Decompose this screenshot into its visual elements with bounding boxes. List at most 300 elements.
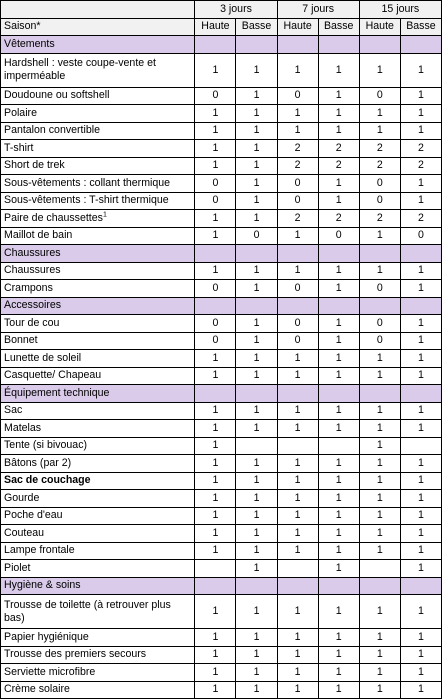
quantity-cell: 2 (359, 157, 400, 175)
quantity-cell: 1 (359, 367, 400, 385)
quantity-cell: 1 (400, 646, 441, 664)
quantity-cell: 1 (236, 595, 277, 629)
quantity-cell (236, 437, 277, 455)
table-row (1, 315, 442, 333)
quantity-cell: 1 (195, 595, 236, 629)
item-label: Couteau (4, 526, 45, 539)
quantity-cell: 1 (359, 629, 400, 647)
quantity-cell: 1 (400, 332, 441, 350)
quantity-cell: 1 (318, 490, 359, 508)
item-name (1, 122, 195, 140)
item-label: Poche d'eau (4, 509, 63, 522)
item-label: Pantalon convertible (4, 124, 100, 137)
item-label: Doudoune ou softshell (4, 89, 110, 102)
quantity-cell: 1 (318, 507, 359, 525)
quantity-cell: 1 (195, 262, 236, 280)
quantity-cell: 0 (195, 192, 236, 210)
quantity-cell: 1 (400, 122, 441, 140)
category-empty-cell (195, 245, 236, 263)
quantity-cell: 1 (400, 315, 441, 333)
quantity-cell: 0 (277, 175, 318, 193)
quantity-cell: 0 (195, 175, 236, 193)
table-row (1, 472, 442, 490)
item-name (1, 332, 195, 350)
quantity-cell: 1 (236, 122, 277, 140)
quantity-cell (359, 560, 400, 578)
quantity-cell: 0 (359, 175, 400, 193)
quantity-cell: 1 (318, 595, 359, 629)
item-name (1, 664, 195, 682)
item-label: Gourde (4, 491, 40, 504)
item-name (1, 262, 195, 280)
quantity-cell: 1 (236, 175, 277, 193)
item-label: Sac (4, 404, 23, 417)
quantity-cell: 1 (400, 402, 441, 420)
quantity-cell: 1 (400, 490, 441, 508)
category-empty-cell (318, 245, 359, 263)
quantity-cell: 1 (318, 262, 359, 280)
quantity-cell: 1 (359, 105, 400, 123)
quantity-cell: 1 (236, 280, 277, 298)
item-name (1, 490, 195, 508)
quantity-cell: 1 (400, 629, 441, 647)
item-label: Bâtons (par 2) (4, 456, 72, 469)
season-header-row (1, 18, 442, 36)
quantity-cell: 1 (400, 455, 441, 473)
item-label: Casquette/ Chapeau (4, 369, 102, 382)
quantity-cell: 1 (236, 262, 277, 280)
quantity-cell: 2 (359, 140, 400, 158)
quantity-cell: 1 (400, 681, 441, 699)
quantity-cell: 1 (400, 53, 441, 87)
quantity-cell: 0 (195, 87, 236, 105)
table-row (1, 437, 442, 455)
quantity-cell: 1 (195, 210, 236, 228)
quantity-cell: 1 (277, 350, 318, 368)
quantity-cell: 2 (400, 210, 441, 228)
table-row (1, 525, 442, 543)
quantity-cell: 1 (359, 646, 400, 664)
quantity-cell: 1 (400, 664, 441, 682)
item-label: T-shirt (4, 141, 34, 154)
quantity-cell: 1 (318, 402, 359, 420)
quantity-cell: 1 (318, 53, 359, 87)
item-label: Piolet (4, 561, 31, 574)
category-title: Hygiène & soins (1, 577, 195, 595)
quantity-cell: 1 (236, 210, 277, 228)
quantity-cell: 1 (318, 350, 359, 368)
quantity-cell: 1 (318, 542, 359, 560)
quantity-cell: 0 (318, 227, 359, 245)
quantity-cell: 2 (318, 157, 359, 175)
quantity-cell: 2 (400, 157, 441, 175)
item-label: Lampe frontale (4, 544, 75, 557)
quantity-cell: 0 (195, 315, 236, 333)
duration-7-days: 7 jours (277, 1, 359, 19)
item-label: Short de trek (4, 159, 65, 172)
quantity-cell: 0 (277, 192, 318, 210)
category-empty-cell (318, 577, 359, 595)
season-low: Basse (318, 18, 359, 36)
item-label: Sous-vêtements : collant thermique (4, 176, 171, 189)
item-label: Polaire (4, 106, 37, 119)
quantity-cell: 1 (318, 560, 359, 578)
item-name (1, 227, 195, 245)
category-empty-cell (359, 297, 400, 315)
item-name (1, 210, 195, 228)
quantity-cell: 1 (236, 455, 277, 473)
item-label: Hardshell : veste coupe-vente et imperméable (4, 57, 156, 82)
category-empty-cell (236, 385, 277, 403)
quantity-cell: 0 (277, 315, 318, 333)
quantity-cell: 1 (400, 472, 441, 490)
quantity-cell: 0 (359, 192, 400, 210)
table-row (1, 420, 442, 438)
quantity-cell: 1 (318, 681, 359, 699)
quantity-cell: 1 (277, 367, 318, 385)
quantity-cell (277, 437, 318, 455)
season-high: Haute (359, 18, 400, 36)
item-name (1, 472, 195, 490)
quantity-cell: 1 (359, 437, 400, 455)
item-label: Maillot de bain (4, 229, 73, 242)
quantity-cell: 1 (236, 105, 277, 123)
quantity-cell: 1 (318, 420, 359, 438)
quantity-cell: 1 (277, 664, 318, 682)
category-empty-cell (277, 245, 318, 263)
quantity-cell: 0 (236, 227, 277, 245)
quantity-cell: 1 (195, 367, 236, 385)
category-row (1, 36, 442, 54)
quantity-cell: 1 (318, 122, 359, 140)
quantity-cell: 1 (400, 507, 441, 525)
quantity-cell: 0 (400, 227, 441, 245)
duration-header-row (1, 1, 442, 19)
quantity-cell: 1 (236, 192, 277, 210)
category-empty-cell (359, 577, 400, 595)
table-row (1, 192, 442, 210)
quantity-cell: 1 (400, 87, 441, 105)
quantity-cell: 2 (318, 140, 359, 158)
category-empty-cell (236, 297, 277, 315)
quantity-cell: 1 (195, 455, 236, 473)
category-empty-cell (277, 36, 318, 54)
quantity-cell: 1 (318, 646, 359, 664)
quantity-cell: 1 (318, 455, 359, 473)
quantity-cell: 1 (236, 315, 277, 333)
quantity-cell: 1 (359, 542, 400, 560)
category-empty-cell (359, 36, 400, 54)
quantity-cell: 0 (359, 87, 400, 105)
quantity-cell (400, 437, 441, 455)
item-name (1, 560, 195, 578)
header-corner (1, 1, 195, 19)
category-row (1, 245, 442, 263)
quantity-cell: 1 (236, 350, 277, 368)
item-label: Tour de cou (4, 316, 60, 329)
quantity-cell: 1 (195, 420, 236, 438)
item-label: Papier hygiénique (4, 630, 89, 643)
quantity-cell: 1 (195, 507, 236, 525)
table-row (1, 542, 442, 560)
duration-15-days: 15 jours (359, 1, 441, 19)
item-name (1, 350, 195, 368)
quantity-cell: 1 (195, 350, 236, 368)
category-empty-cell (400, 385, 441, 403)
quantity-cell: 1 (236, 420, 277, 438)
table-row (1, 455, 442, 473)
quantity-cell (318, 437, 359, 455)
item-label: Sac de couchage (4, 474, 91, 487)
quantity-cell: 1 (236, 681, 277, 699)
quantity-cell: 2 (400, 140, 441, 158)
quantity-cell: 1 (195, 472, 236, 490)
quantity-cell: 1 (359, 227, 400, 245)
quantity-cell: 1 (318, 192, 359, 210)
quantity-cell: 1 (195, 227, 236, 245)
quantity-cell: 1 (318, 472, 359, 490)
category-row (1, 577, 442, 595)
quantity-cell: 2 (318, 210, 359, 228)
quantity-cell: 1 (359, 595, 400, 629)
quantity-cell: 1 (236, 525, 277, 543)
quantity-cell: 1 (277, 646, 318, 664)
season-high: Haute (195, 18, 236, 36)
quantity-cell (277, 560, 318, 578)
table-row (1, 332, 442, 350)
table-row (1, 490, 442, 508)
season-low: Basse (400, 18, 441, 36)
category-empty-cell (236, 36, 277, 54)
quantity-cell: 1 (318, 175, 359, 193)
item-name (1, 681, 195, 699)
quantity-cell: 2 (359, 210, 400, 228)
quantity-cell: 1 (236, 507, 277, 525)
quantity-cell: 0 (195, 280, 236, 298)
item-name (1, 315, 195, 333)
quantity-cell: 1 (195, 629, 236, 647)
quantity-cell: 1 (277, 472, 318, 490)
table-row (1, 122, 442, 140)
duration-3-days: 3 jours (195, 1, 277, 19)
item-name (1, 507, 195, 525)
category-title: Accessoires (1, 297, 195, 315)
table-row (1, 140, 442, 158)
quantity-cell: 1 (277, 525, 318, 543)
table-row (1, 681, 442, 699)
category-title: Vêtements (1, 36, 195, 54)
quantity-cell: 1 (400, 367, 441, 385)
item-label: Trousse de toilette (à retrouver plus bas) (4, 598, 171, 624)
item-name (1, 105, 195, 123)
quantity-cell: 1 (359, 53, 400, 87)
quantity-cell: 1 (195, 525, 236, 543)
table-row (1, 157, 442, 175)
quantity-cell: 1 (359, 664, 400, 682)
item-name (1, 437, 195, 455)
category-empty-cell (277, 577, 318, 595)
quantity-cell: 1 (318, 664, 359, 682)
quantity-cell: 1 (277, 402, 318, 420)
quantity-cell: 1 (400, 262, 441, 280)
quantity-cell: 1 (277, 507, 318, 525)
item-label: Chaussures (4, 264, 61, 277)
quantity-cell: 1 (400, 280, 441, 298)
quantity-cell: 1 (277, 105, 318, 123)
quantity-cell: 1 (195, 402, 236, 420)
quantity-cell: 0 (277, 332, 318, 350)
category-empty-cell (277, 297, 318, 315)
table-body (1, 36, 442, 699)
quantity-cell: 1 (318, 280, 359, 298)
item-name (1, 280, 195, 298)
category-row (1, 385, 442, 403)
quantity-cell: 0 (359, 332, 400, 350)
quantity-cell: 1 (400, 525, 441, 543)
table-row (1, 175, 442, 193)
quantity-cell: 1 (359, 122, 400, 140)
quantity-cell: 1 (277, 227, 318, 245)
quantity-cell: 1 (195, 140, 236, 158)
footnote-marker: 1 (102, 211, 107, 219)
quantity-cell: 1 (277, 681, 318, 699)
category-title: Équipement technique (1, 385, 195, 403)
season-label: Saison* (1, 18, 195, 36)
quantity-cell: 1 (236, 87, 277, 105)
item-name (1, 157, 195, 175)
table-row (1, 560, 442, 578)
quantity-cell: 0 (359, 280, 400, 298)
quantity-cell: 1 (236, 629, 277, 647)
quantity-cell: 0 (359, 315, 400, 333)
category-empty-cell (400, 297, 441, 315)
quantity-cell (195, 560, 236, 578)
quantity-cell: 1 (195, 122, 236, 140)
item-label: Crème solaire (4, 683, 70, 696)
quantity-cell: 1 (195, 53, 236, 87)
table-row (1, 402, 442, 420)
season-high: Haute (277, 18, 318, 36)
table-row (1, 350, 442, 368)
quantity-cell: 1 (195, 490, 236, 508)
category-empty-cell (236, 245, 277, 263)
quantity-cell: 2 (277, 140, 318, 158)
table-row (1, 646, 442, 664)
quantity-cell: 1 (195, 664, 236, 682)
quantity-cell: 1 (359, 490, 400, 508)
quantity-cell: 1 (277, 420, 318, 438)
item-name (1, 140, 195, 158)
item-name (1, 192, 195, 210)
quantity-cell: 1 (318, 87, 359, 105)
item-label: Bonnet (4, 334, 38, 347)
table-row (1, 262, 442, 280)
quantity-cell: 1 (359, 525, 400, 543)
quantity-cell: 1 (236, 472, 277, 490)
quantity-cell: 1 (359, 420, 400, 438)
quantity-cell: 1 (359, 455, 400, 473)
quantity-cell: 1 (195, 542, 236, 560)
item-label: Trousse des premiers secours (4, 648, 147, 661)
quantity-cell: 1 (277, 629, 318, 647)
quantity-cell: 1 (400, 420, 441, 438)
category-row (1, 297, 442, 315)
table-row (1, 629, 442, 647)
category-empty-cell (277, 385, 318, 403)
category-empty-cell (195, 577, 236, 595)
category-empty-cell (359, 385, 400, 403)
item-name (1, 525, 195, 543)
quantity-cell: 1 (400, 105, 441, 123)
quantity-cell: 1 (236, 542, 277, 560)
quantity-cell: 1 (400, 595, 441, 629)
item-name (1, 87, 195, 105)
item-name (1, 53, 195, 87)
table-row (1, 507, 442, 525)
item-name (1, 629, 195, 647)
item-label: Crampons (4, 281, 53, 294)
table-row (1, 105, 442, 123)
quantity-cell: 0 (277, 87, 318, 105)
quantity-cell: 1 (400, 350, 441, 368)
quantity-cell: 1 (236, 367, 277, 385)
quantity-cell: 1 (277, 595, 318, 629)
item-name (1, 646, 195, 664)
quantity-cell: 1 (359, 507, 400, 525)
quantity-cell: 1 (236, 560, 277, 578)
item-name (1, 367, 195, 385)
quantity-cell: 1 (236, 157, 277, 175)
quantity-cell: 1 (400, 175, 441, 193)
quantity-cell: 1 (236, 664, 277, 682)
item-name (1, 402, 195, 420)
category-empty-cell (400, 36, 441, 54)
category-empty-cell (400, 577, 441, 595)
table-row (1, 664, 442, 682)
item-label: Serviette microfibre (4, 665, 96, 678)
table-row (1, 87, 442, 105)
quantity-cell: 1 (195, 105, 236, 123)
item-label: Matelas (4, 421, 42, 434)
category-empty-cell (318, 36, 359, 54)
quantity-cell: 1 (400, 192, 441, 210)
table-row (1, 367, 442, 385)
quantity-cell: 2 (277, 157, 318, 175)
quantity-cell: 1 (195, 437, 236, 455)
category-empty-cell (236, 577, 277, 595)
category-empty-cell (195, 385, 236, 403)
table-row (1, 210, 442, 228)
quantity-cell: 1 (318, 629, 359, 647)
item-label: Tente (si bivouac) (4, 439, 88, 452)
table-row (1, 53, 442, 87)
season-low: Basse (236, 18, 277, 36)
quantity-cell: 1 (195, 157, 236, 175)
category-empty-cell (359, 245, 400, 263)
quantity-cell: 1 (277, 542, 318, 560)
item-name (1, 542, 195, 560)
quantity-cell: 1 (236, 332, 277, 350)
item-name (1, 455, 195, 473)
item-label: Paire de chaussettes (4, 211, 103, 224)
table-row (1, 227, 442, 245)
category-empty-cell (318, 297, 359, 315)
quantity-cell: 1 (400, 560, 441, 578)
quantity-cell: 1 (277, 122, 318, 140)
item-name (1, 175, 195, 193)
quantity-cell: 0 (195, 332, 236, 350)
category-empty-cell (195, 297, 236, 315)
